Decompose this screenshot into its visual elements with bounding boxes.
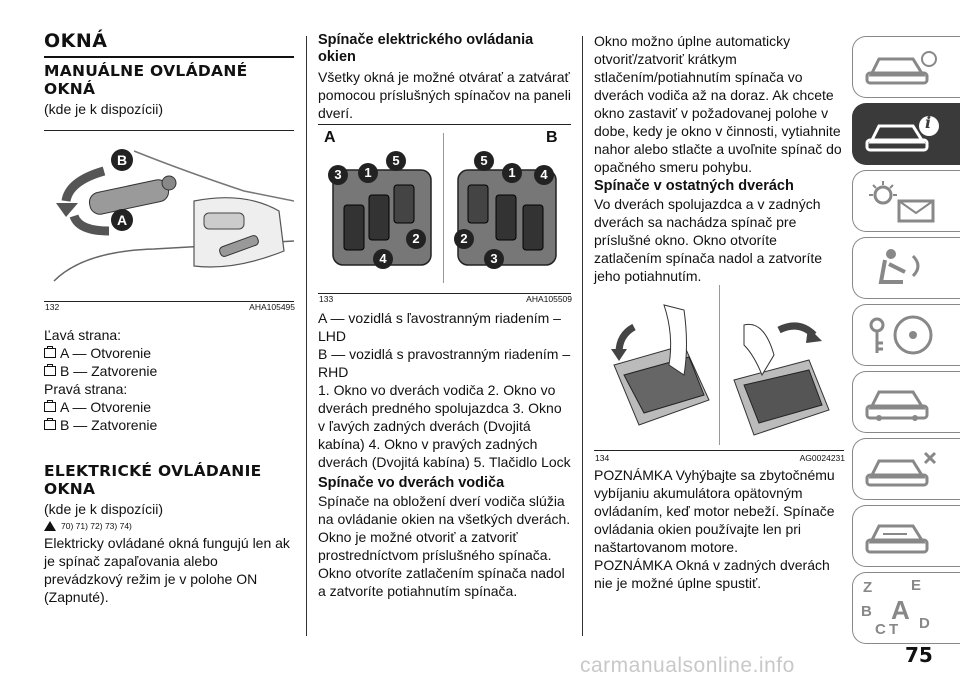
warning-references: 70) 71) 72) 73) 74) (44, 520, 294, 532)
window-switch-icon (44, 402, 56, 412)
window-switch-icon (44, 420, 56, 430)
callout-right-2: 1 (502, 163, 522, 183)
power-window-switch-panels-illustration (318, 125, 571, 293)
electric-availability-note: (kde je k dispozícii) (44, 501, 164, 517)
figure-132 (44, 130, 294, 302)
callout-right-1: 5 (474, 151, 494, 171)
callout-right-5: 3 (484, 249, 504, 269)
chapter-tab-starting-driving[interactable] (852, 304, 960, 366)
key-steering-icon (863, 313, 943, 357)
page-title: OKNÁ (44, 30, 108, 52)
left-item-open: A — Otvorenie (44, 344, 294, 362)
callout-right-4: 2 (454, 229, 474, 249)
index-letters-icon: Z E A B C T D (861, 577, 930, 638)
figure-number: 134 (595, 453, 610, 463)
window-switch-icon (44, 366, 56, 376)
car-maintenance-icon (863, 380, 943, 424)
watermark: carmanualsonline.info (580, 654, 795, 677)
electric-windows-heading: ELEKTRICKÉ OVLÁDANIE OKNA (44, 462, 262, 498)
panel-a-label: A (324, 129, 336, 146)
warning-lights-icon (863, 179, 943, 223)
chapter-tab-warning-lights[interactable] (852, 170, 960, 232)
label-b-circle: B (111, 149, 133, 171)
left-side-label: Ľavá strana: (44, 327, 122, 343)
chapter-tab-servicing[interactable] (852, 438, 960, 500)
chapter-tab-info[interactable] (852, 103, 960, 165)
figure-code: AHA105509 (526, 294, 572, 304)
driver-door-switches-text: Spínače na obložení dverí vodiča slúžia na ovládanie okien na všetkých dverách. Okno je možné otvoriť a zatvoriť prostredníctvom príslušného spínača. Okno otvoríte zatlačením spínača nadol a zatvoríte potiahnutím spínača. (318, 493, 571, 599)
window-switches-intro: Všetky okná je možné otvárať a zatvárať pomocou príslušných spínačov na paneli dverí. (318, 69, 571, 121)
page-number: 75 (905, 643, 933, 667)
figure-code: AG0024231 (799, 453, 845, 463)
tools-car-icon (863, 447, 943, 491)
info-letter: i (925, 113, 932, 132)
callout-left-3: 5 (386, 151, 406, 171)
title-rule (44, 56, 294, 58)
chapter-tab-emergency[interactable] (852, 371, 960, 433)
label-a-circle: A (111, 209, 133, 231)
right-item-close: B — Zatvorenie (44, 416, 294, 434)
left-item-close: B — Zatvorenie (44, 362, 294, 380)
window-switch-icon (44, 348, 56, 358)
other-doors-text: Vo dverách spolujazdca a v zadných dverách sa nachádza spínač pre príslušné okno. Okno otvoríte zatlačením spínača nadol a zatvoríte jeho potiahnutím. (594, 196, 823, 284)
airbag-seat-icon (863, 246, 943, 290)
note-battery: POZNÁMKA Vyhýbajte sa zbytočnému vybíjaniu akumulátora opätovným ovládaním, keď motor nebeží. Spínače ovládania okien používajte len pri naštartovanom motore. (594, 467, 835, 555)
electric-windows-text: Elektricky ovládané okná fungujú len ak je spínač zapaľovania alebo prevádzkový režim je v polohe ON (Zapnuté). (44, 535, 290, 605)
chapter-tab-technical-data[interactable] (852, 505, 960, 567)
chapter-tab-safety[interactable] (852, 237, 960, 299)
car-dashboard-icon (863, 45, 943, 89)
driver-door-switches-heading: Spínače vo dverách vodiča (318, 475, 505, 491)
figure-133 (318, 124, 571, 294)
manual-window-crank-illustration (44, 131, 294, 301)
figure-132-caption (44, 301, 296, 312)
note-rear-windows: POZNÁMKA Okná v zadných dverách nie je možné úplne spustiť. (594, 557, 830, 591)
auto-window-text: Okno možno úplne automaticky otvoriť/zatvoriť krátkym stlačením/potiahnutím spínača vo dverách vodiča až na doraz. Ak chcete okno zastaviť v požadovanej polohe v dobe, kedy je okno v činnosti, vytiahnite nahor alebo stlačte a uvoľnite spínač do opačného smeru pohybu. (594, 33, 842, 175)
figure-134-caption (594, 452, 846, 463)
callout-left-2: 1 (358, 163, 378, 183)
right-item-open: A — Otvorenie (44, 398, 294, 416)
panel-b-label: B (546, 129, 558, 146)
callout-left-4: 4 (373, 249, 393, 269)
figure-134 (594, 285, 844, 451)
chapter-sidebar (852, 36, 960, 649)
chapter-tab-index[interactable] (852, 572, 960, 644)
chapter-tab-dashboard[interactable] (852, 36, 960, 98)
switch-legend: A — vozidlá s ľavostranným riadením – LHD B — vozidlá s pravostranným riadením – RHD 1. Okno vo dverách vodiča 2. Okno vo dverách predného spolujazdca 3. Okno v ľavých zadných dverách (Dvojitá kabína) 4. Okno v pravých zadných dverách (Dvojitá kabína) 5. Tlačidlo Lock (318, 310, 571, 470)
figure-number: 133 (319, 294, 334, 304)
figure-number: 132 (45, 302, 60, 312)
warning-triangle-icon (44, 521, 56, 531)
window-switches-heading: Spínače elektrického ovládania okien (318, 32, 534, 65)
right-side-label: Pravá strana: (44, 381, 128, 397)
callout-left-1: 3 (328, 165, 348, 185)
callout-left-5: 2 (406, 229, 426, 249)
other-doors-heading: Spínače v ostatných dverách (594, 178, 794, 194)
figure-code: AHA105495 (249, 302, 295, 312)
manual-availability-note: (kde je k dispozícii) (44, 101, 164, 117)
manual-windows-heading: MANUÁLNE OVLÁDANÉ OKNÁ (44, 62, 248, 98)
callout-right-3: 4 (534, 165, 554, 185)
specs-car-icon (863, 514, 943, 558)
figure-133-caption (318, 293, 573, 304)
